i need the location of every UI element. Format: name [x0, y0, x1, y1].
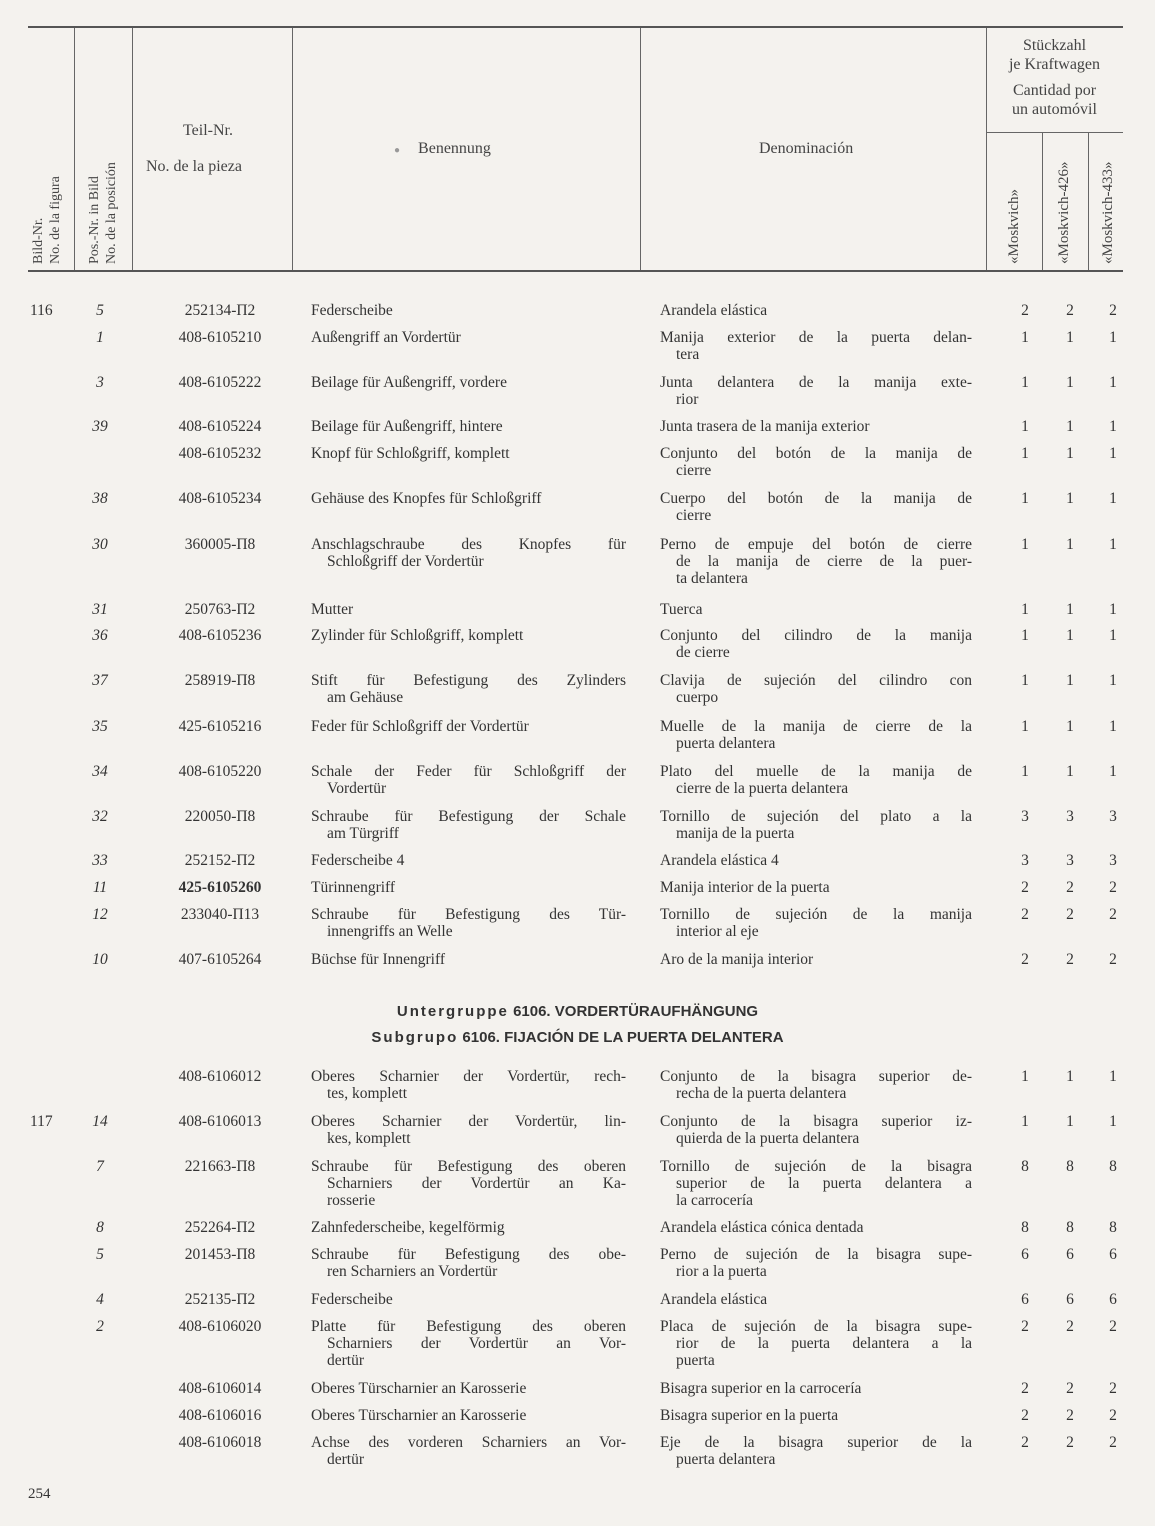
description-spanish-line: Tornillo de sujeción del plato a la	[660, 808, 972, 825]
figure-number: 116	[30, 302, 53, 319]
description-german-line: Schraube für Befestigung des obe-	[311, 1246, 626, 1263]
table-header	[28, 28, 1123, 272]
col-divider	[1088, 132, 1089, 270]
description-german-line: am Türgriff	[327, 825, 399, 842]
page-number: 254	[28, 1486, 51, 1502]
description-spanish-line: Junta delantera de la manija exte-	[660, 374, 972, 391]
part-number: 408-6105232	[178, 445, 262, 462]
qty-moskvich: 2	[1021, 1434, 1029, 1451]
qty-moskvich-426: 2	[1066, 906, 1074, 923]
qty-moskvich-433: 3	[1109, 808, 1117, 825]
description-spanish-line: Conjunto de la bisagra superior de-	[660, 1068, 972, 1085]
description-german-line: Stift für Befestigung des Zylinders	[311, 672, 626, 689]
description-spanish	[660, 1068, 972, 1102]
qty-moskvich-426: 1	[1066, 374, 1074, 391]
qty-moskvich: 2	[1021, 951, 1029, 968]
qty-moskvich-433: 2	[1109, 1434, 1117, 1451]
description-spanish-line: recha de la puerta delantera	[676, 1085, 847, 1102]
description-german-line: Außengriff an Vordertür	[311, 329, 461, 346]
position-number: 30	[92, 536, 108, 553]
qty-moskvich: 2	[1021, 906, 1029, 923]
position-number: 12	[92, 906, 108, 923]
position-number: 37	[92, 672, 108, 689]
description-german-line: Federscheibe 4	[311, 852, 405, 869]
qty-moskvich: 1	[1021, 627, 1029, 644]
description-spanish-line: Tornillo de sujeción de la bisagra	[660, 1158, 972, 1175]
qty-moskvich-426: 1	[1066, 1068, 1074, 1085]
part-number: 425-6105260	[178, 879, 262, 896]
qty-moskvich-426: 6	[1066, 1246, 1074, 1263]
subgroup-heading-de: Untergruppe 6106. VORDERTÜRAUFHÄNGUNG	[396, 1003, 759, 1020]
qty-moskvich-433: 1	[1109, 418, 1117, 435]
description-spanish-line: quierda de la puerta delantera	[676, 1130, 860, 1147]
description-spanish-line: Arandela elástica cónica dentada	[660, 1219, 864, 1236]
part-number: 407-6105264	[178, 951, 262, 968]
qty-moskvich: 1	[1021, 374, 1029, 391]
description-german-line: Oberes Türscharnier an Karosserie	[311, 1407, 527, 1424]
description-german	[311, 1434, 626, 1468]
description-german-line: Federscheibe	[311, 302, 393, 319]
description-spanish-line: Tornillo de sujeción de la manija	[660, 906, 972, 923]
description-german-line: Anschlagschraube des Knopfes für	[311, 536, 626, 553]
part-number: 408-6106018	[178, 1434, 262, 1451]
description-german	[311, 718, 626, 735]
part-number: 250763-П2	[184, 601, 256, 618]
description-spanish-line: Muelle de la manija de cierre de la	[660, 718, 972, 735]
qty-moskvich-433: 8	[1109, 1158, 1117, 1175]
position-number: 36	[92, 627, 108, 644]
position-number: 5	[96, 1246, 104, 1263]
qty-moskvich-426: 2	[1066, 1318, 1074, 1335]
description-german-line: Vordertür	[327, 780, 387, 797]
description-spanish	[660, 1246, 972, 1280]
description-spanish	[660, 672, 972, 706]
qty-moskvich-433: 1	[1109, 672, 1117, 689]
qty-moskvich-426: 1	[1066, 1113, 1074, 1130]
description-spanish-line: tera	[676, 346, 700, 363]
description-german	[311, 672, 626, 706]
description-spanish-line: interior al eje	[676, 923, 759, 940]
qty-moskvich-433: 1	[1109, 536, 1117, 553]
qty-moskvich-426: 1	[1066, 763, 1074, 780]
description-spanish	[660, 1380, 972, 1397]
position-number: 3	[96, 374, 104, 391]
description-spanish-line: Tuerca	[660, 601, 703, 618]
description-spanish-line: manija de la puerta	[676, 825, 795, 842]
qty-moskvich-426: 2	[1066, 951, 1074, 968]
qty-moskvich-433: 1	[1109, 1068, 1117, 1085]
description-german-line: ren Scharniers an Vordertür	[327, 1263, 498, 1280]
qty-moskvich-426: 2	[1066, 1407, 1074, 1424]
description-german-line: Oberes Scharnier der Vordertür, rech-	[311, 1068, 626, 1085]
header-model-1: «Moskvich»	[1006, 189, 1022, 264]
description-german-line: Achse des vorderen Scharniers an Vor-	[311, 1434, 626, 1451]
description-spanish	[660, 536, 972, 587]
description-spanish-line: Arandela elástica	[660, 302, 768, 319]
position-number: 34	[92, 763, 108, 780]
description-spanish	[660, 601, 972, 618]
qty-moskvich: 1	[1021, 601, 1029, 618]
description-german-line: Zahnfederscheibe, kegelförmig	[311, 1219, 505, 1236]
position-number: 38	[92, 490, 108, 507]
header-pos: Pos.-Nr. in Bild No. de la posición	[87, 162, 119, 264]
description-spanish	[660, 1318, 972, 1369]
description-spanish-line: puerta	[676, 1352, 715, 1369]
position-number: 7	[96, 1158, 104, 1175]
qty-moskvich: 2	[1021, 302, 1029, 319]
description-german-line: Mutter	[311, 601, 354, 618]
description-german	[311, 627, 626, 644]
qty-moskvich: 3	[1021, 852, 1029, 869]
description-spanish-line: Eje de la bisagra superior de la	[660, 1434, 972, 1451]
description-german	[311, 951, 626, 968]
qty-moskvich-426: 2	[1066, 879, 1074, 896]
part-number: 425-6105216	[178, 718, 262, 735]
description-german-line: Schraube für Befestigung der Schale	[311, 808, 626, 825]
qty-moskvich-433: 8	[1109, 1219, 1117, 1236]
description-spanish-line: Arandela elástica 4	[660, 852, 779, 869]
qty-moskvich: 8	[1021, 1158, 1029, 1175]
part-number: 408-6106014	[178, 1380, 262, 1397]
description-german-line: rosserie	[327, 1192, 376, 1209]
description-spanish-line: Conjunto de la bisagra superior iz-	[660, 1113, 972, 1130]
part-number: 408-6105222	[178, 374, 262, 391]
qty-moskvich-426: 1	[1066, 718, 1074, 735]
col-divider	[1042, 132, 1043, 270]
position-number: 5	[96, 302, 104, 319]
description-spanish-line: puerta delantera	[676, 735, 776, 752]
description-spanish-line: Manija interior de la puerta	[660, 879, 830, 896]
description-german-line: Schale der Feder für Schloßgriff der	[311, 763, 626, 780]
description-spanish-line: Clavija de sujeción del cilindro con	[660, 672, 972, 689]
qty-moskvich: 1	[1021, 490, 1029, 507]
description-german-line: Schraube für Befestigung des Tür-	[311, 906, 626, 923]
description-german-line: Schloßgriff der Vordertür	[327, 553, 484, 570]
header-model-2: «Moskvich-426»	[1056, 161, 1072, 264]
header-part-es: No. de la pieza	[146, 158, 242, 175]
qty-moskvich: 1	[1021, 1068, 1029, 1085]
qty-moskvich-426: 6	[1066, 1291, 1074, 1308]
part-number: 408-6106020	[178, 1318, 262, 1335]
description-spanish-line: Aro de la manija interior	[660, 951, 814, 968]
description-german-line: Scharniers der Vordertür an Ka-	[327, 1175, 626, 1192]
description-spanish	[660, 374, 972, 408]
qty-moskvich: 1	[1021, 763, 1029, 780]
description-german	[311, 1158, 626, 1209]
qty-moskvich-433: 1	[1109, 329, 1117, 346]
qty-moskvich: 1	[1021, 536, 1029, 553]
description-german-line: Oberes Türscharnier an Karosserie	[311, 1380, 527, 1397]
description-german-line: tes, komplett	[327, 1085, 408, 1102]
position-number: 10	[92, 951, 108, 968]
description-german	[311, 1407, 626, 1424]
description-spanish	[660, 418, 972, 435]
description-spanish	[660, 627, 972, 661]
description-spanish-line: de cierre	[676, 644, 730, 661]
part-number: 360005-П8	[184, 536, 256, 553]
qty-moskvich-426: 1	[1066, 601, 1074, 618]
description-spanish-line: la carrocería	[676, 1192, 754, 1209]
qty-moskvich: 2	[1021, 1380, 1029, 1397]
position-number: 2	[96, 1318, 104, 1335]
position-number: 14	[92, 1113, 108, 1130]
description-german-line: Oberes Scharnier der Vordertür, lin-	[311, 1113, 626, 1130]
description-spanish	[660, 879, 972, 896]
header-qty: Stückzahl je Kraftwagen Cantidad por un automóvil	[1008, 37, 1101, 118]
description-german	[311, 1318, 626, 1369]
description-spanish	[660, 1158, 972, 1209]
part-number: 408-6105236	[178, 627, 262, 644]
qty-moskvich: 6	[1021, 1291, 1029, 1308]
bullet-mark: ●	[394, 145, 401, 156]
qty-moskvich-433: 2	[1109, 1407, 1117, 1424]
description-german	[311, 1380, 626, 1397]
description-german	[311, 536, 626, 570]
description-spanish-line: cierre	[676, 507, 712, 524]
col-divider	[292, 28, 293, 270]
description-spanish	[660, 951, 972, 968]
part-number: 252152-П2	[184, 852, 256, 869]
description-spanish-line: Perno de empuje del botón de cierre	[660, 536, 972, 553]
qty-moskvich: 6	[1021, 1246, 1029, 1263]
qty-moskvich-433: 2	[1109, 1318, 1117, 1335]
qty-moskvich: 1	[1021, 329, 1029, 346]
description-spanish-line: Bisagra superior en la puerta	[660, 1407, 839, 1424]
description-german-line: Türinnengriff	[311, 879, 396, 896]
description-spanish	[660, 1434, 972, 1468]
qty-moskvich: 2	[1021, 1407, 1029, 1424]
part-number: 408-6105220	[178, 763, 262, 780]
description-german-line: Platte für Befestigung des oberen	[311, 1318, 626, 1335]
description-spanish-line: Conjunto del cilindro de la manija	[660, 627, 972, 644]
qty-moskvich-433: 1	[1109, 763, 1117, 780]
qty-moskvich-433: 2	[1109, 879, 1117, 896]
description-german	[311, 808, 626, 842]
qty-moskvich-426: 3	[1066, 808, 1074, 825]
qty-moskvich-433: 1	[1109, 1113, 1117, 1130]
description-spanish	[660, 763, 972, 797]
description-spanish-line: rior a la puerta	[676, 1263, 767, 1280]
description-german	[311, 763, 626, 797]
col-divider	[74, 28, 75, 270]
part-number: 233040-П13	[180, 906, 260, 923]
part-number: 408-6106012	[178, 1068, 262, 1085]
description-german-line: Beilage für Außengriff, hintere	[311, 418, 503, 435]
part-number: 258919-П8	[184, 672, 256, 689]
description-spanish	[660, 445, 972, 479]
part-number: 408-6105210	[178, 329, 262, 346]
description-german-line: dertür	[327, 1352, 365, 1369]
qty-moskvich: 8	[1021, 1219, 1029, 1236]
col-divider	[132, 28, 133, 270]
qty-moskvich-426: 1	[1066, 536, 1074, 553]
description-spanish	[660, 852, 972, 869]
description-spanish-line: ta delantera	[676, 570, 748, 587]
header-benennung: ● Benennung	[394, 140, 491, 157]
qty-moskvich: 1	[1021, 718, 1029, 735]
description-spanish-line: cuerpo	[676, 689, 719, 706]
qty-moskvich: 1	[1021, 1113, 1029, 1130]
description-german	[311, 906, 626, 940]
description-german-line: am Gehäuse	[327, 689, 404, 706]
description-spanish	[660, 906, 972, 940]
description-german	[311, 1246, 626, 1280]
description-german	[311, 374, 626, 391]
position-number: 39	[92, 418, 108, 435]
qty-moskvich-433: 6	[1109, 1246, 1117, 1263]
qty-moskvich-426: 1	[1066, 672, 1074, 689]
qty-moskvich-426: 2	[1066, 1434, 1074, 1451]
description-spanish-line: puerta delantera	[676, 1451, 776, 1468]
part-number: 252264-П2	[184, 1219, 256, 1236]
part-number: 408-6106016	[178, 1407, 262, 1424]
header-model-3: «Moskvich-433»	[1100, 161, 1116, 264]
description-german	[311, 1113, 626, 1147]
description-german-line: dertür	[327, 1451, 365, 1468]
qty-moskvich-426: 2	[1066, 302, 1074, 319]
description-german	[311, 302, 626, 319]
header-fig: Bild-Nr. No. de la figura	[31, 176, 63, 264]
description-german-line: Feder für Schloßgriff der Vordertür	[311, 718, 529, 735]
figure-number: 117	[30, 1113, 53, 1130]
qty-moskvich-433: 1	[1109, 490, 1117, 507]
qty-moskvich-433: 1	[1109, 718, 1117, 735]
description-spanish	[660, 1291, 972, 1308]
header-part-de: Teil-Nr.	[183, 122, 233, 139]
qty-moskvich-433: 2	[1109, 1380, 1117, 1397]
description-spanish-line: Placa de sujeción de la bisagra supe-	[660, 1318, 972, 1335]
position-number: 8	[96, 1219, 104, 1236]
description-spanish-line: Cuerpo del botón de la manija de	[660, 490, 972, 507]
description-spanish	[660, 490, 972, 524]
qty-moskvich-433: 2	[1109, 302, 1117, 319]
description-spanish-line: rior de la puerta delantera a la	[676, 1335, 972, 1352]
qty-moskvich-426: 8	[1066, 1219, 1074, 1236]
qty-moskvich-426: 8	[1066, 1158, 1074, 1175]
description-german	[311, 329, 626, 346]
qty-moskvich: 1	[1021, 445, 1029, 462]
part-number: 252134-П2	[184, 302, 256, 319]
part-number: 221663-П8	[184, 1158, 256, 1175]
description-german-line: Scharniers der Vordertür an Vor-	[327, 1335, 626, 1352]
description-spanish-line: de la manija de cierre de la puer-	[676, 553, 972, 570]
description-spanish-line: Manija exterior de la puerta delan-	[660, 329, 972, 346]
description-spanish-line: Plato del muelle de la manija de	[660, 763, 972, 780]
part-number: 252135-П2	[184, 1291, 256, 1308]
description-german-line: Büchse für Innengriff	[311, 951, 446, 968]
qty-moskvich-433: 1	[1109, 445, 1117, 462]
description-spanish	[660, 1113, 972, 1147]
description-spanish	[660, 718, 972, 752]
description-german	[311, 1291, 626, 1308]
description-german	[311, 418, 626, 435]
position-number: 32	[92, 808, 108, 825]
description-german	[311, 445, 626, 462]
header-denominacion: Denominación	[759, 140, 854, 157]
description-spanish-line: Conjunto del botón de la manija de	[660, 445, 972, 462]
description-spanish-line: Arandela elástica	[660, 1291, 768, 1308]
position-number: 11	[92, 879, 108, 896]
qty-moskvich: 3	[1021, 808, 1029, 825]
qty-moskvich-426: 1	[1066, 445, 1074, 462]
position-number: 4	[96, 1291, 104, 1308]
qty-moskvich: 2	[1021, 1318, 1029, 1335]
description-german	[311, 879, 626, 896]
qty-moskvich-433: 6	[1109, 1291, 1117, 1308]
description-spanish-line: superior de la puerta delantera a	[676, 1175, 972, 1192]
description-german-line: Beilage für Außengriff, vordere	[311, 374, 507, 391]
description-spanish-line: Bisagra superior en la carrocería	[660, 1380, 862, 1397]
qty-moskvich-426: 2	[1066, 1380, 1074, 1397]
description-spanish-line: cierre de la puerta delantera	[676, 780, 849, 797]
description-spanish-line: Junta trasera de la manija exterior	[660, 418, 870, 435]
qty-moskvich: 2	[1021, 879, 1029, 896]
description-german	[311, 601, 626, 618]
description-spanish	[660, 808, 972, 842]
qty-moskvich-426: 3	[1066, 852, 1074, 869]
qty-moskvich-426: 1	[1066, 329, 1074, 346]
description-german	[311, 1068, 626, 1102]
description-german	[311, 852, 626, 869]
qty-moskvich-433: 1	[1109, 601, 1117, 618]
description-spanish	[660, 329, 972, 363]
description-german-line: Zylinder für Schloßgriff, komplett	[311, 627, 524, 644]
qty-moskvich-426: 1	[1066, 490, 1074, 507]
part-number: 408-6105234	[178, 490, 262, 507]
description-german-line: Federscheibe	[311, 1291, 393, 1308]
qty-moskvich-433: 3	[1109, 852, 1117, 869]
subgroup-heading-es: Subgrupo 6106. FIJACIÓN DE LA PUERTA DELANTERA	[371, 1029, 784, 1046]
description-spanish-line: Perno de sujeción de la bisagra supe-	[660, 1246, 972, 1263]
description-german-line: Gehäuse des Knopfes für Schloßgriff	[311, 490, 542, 507]
position-number: 33	[92, 852, 108, 869]
position-number: 1	[96, 329, 104, 346]
part-number: 408-6105224	[178, 418, 262, 435]
description-spanish	[660, 1219, 972, 1236]
qty-divider	[986, 132, 1123, 133]
description-german-line: Knopf für Schloßgriff, komplett	[311, 445, 510, 462]
qty-moskvich-433: 1	[1109, 374, 1117, 391]
description-german	[311, 490, 626, 507]
description-german-line: kes, komplett	[327, 1130, 411, 1147]
qty-moskvich-426: 1	[1066, 418, 1074, 435]
qty-moskvich: 1	[1021, 672, 1029, 689]
qty-moskvich-433: 2	[1109, 906, 1117, 923]
qty-moskvich: 1	[1021, 418, 1029, 435]
part-number: 408-6106013	[178, 1113, 262, 1130]
description-german	[311, 1219, 626, 1236]
description-german-line: Schraube für Befestigung des oberen	[311, 1158, 626, 1175]
part-number: 201453-П8	[184, 1246, 256, 1263]
qty-moskvich-426: 1	[1066, 627, 1074, 644]
description-german-line: innengriffs an Welle	[327, 923, 453, 940]
qty-moskvich-433: 1	[1109, 627, 1117, 644]
description-spanish-line: rior	[676, 391, 699, 408]
description-spanish-line: cierre	[676, 462, 712, 479]
col-divider	[640, 28, 641, 270]
qty-moskvich-433: 2	[1109, 951, 1117, 968]
position-number: 35	[92, 718, 108, 735]
description-spanish	[660, 302, 972, 319]
position-number: 31	[92, 601, 108, 618]
part-number: 220050-П8	[184, 808, 256, 825]
description-spanish	[660, 1407, 972, 1424]
